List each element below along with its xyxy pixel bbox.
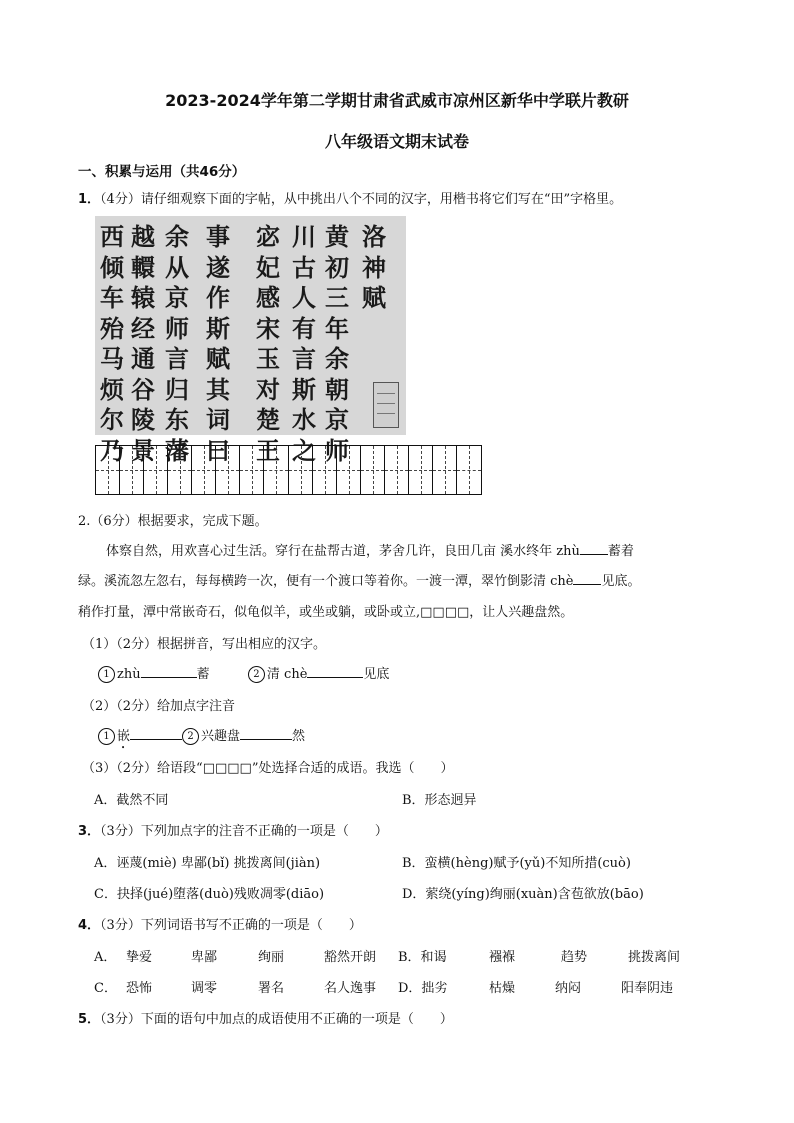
exam-title-line1: 2023-2024学年第二学期甘肃省武威市凉州区新华中学联片教研 <box>165 91 629 110</box>
calligraphy-char: 古 <box>292 252 316 282</box>
word: 趋势 <box>561 950 588 965</box>
question-number: 4． <box>78 918 101 933</box>
word: 调零 <box>191 981 218 996</box>
word: 卑鄙 <box>191 950 218 965</box>
calligraphy-column <box>322 222 352 466</box>
calligraphy-char: 通 <box>131 344 155 373</box>
grid-cell[interactable] <box>120 446 144 494</box>
calligraphy-char: 谷 <box>131 374 155 404</box>
calligraphy-char: 经 <box>131 313 155 343</box>
q2-sub1: （1）（2分）根据拼音，写出相应的汉字。 <box>82 637 327 652</box>
char: 蓄 <box>196 667 210 682</box>
blank[interactable] <box>580 540 608 555</box>
calligraphy-char: 京 <box>165 283 189 312</box>
word: 恐怖 <box>126 981 153 996</box>
answer-blank[interactable] <box>307 663 363 678</box>
circled-number: 1 <box>98 728 115 745</box>
calligraphy-char: 黄 <box>325 222 349 251</box>
calligraphy-char: 殆 <box>100 313 124 343</box>
calligraphy-char: 朝 <box>325 374 349 404</box>
calligraphy-char: 马 <box>100 344 124 373</box>
calligraphy-char: 年 <box>325 313 349 343</box>
calligraphy-char: 有 <box>292 313 316 343</box>
word: 枯燥 <box>489 981 516 996</box>
word: 署名 <box>258 981 285 996</box>
word: D．拙劣 <box>398 981 448 996</box>
calligraphy-char: 辕 <box>131 283 155 312</box>
circled-number: 1 <box>98 666 115 683</box>
word: 豁然开朗 <box>324 950 377 965</box>
calligraphy-char: 洛 <box>362 222 386 251</box>
answer-blank[interactable] <box>141 663 197 678</box>
calligraphy-char: 斯 <box>206 313 230 343</box>
pinyin: zhù <box>117 667 141 682</box>
word: 阳奉阴违 <box>621 981 674 996</box>
grid-cell[interactable] <box>144 446 168 494</box>
calligraphy-char: 宋 <box>256 313 280 343</box>
passage-line-1 <box>106 540 634 559</box>
question-4 <box>78 914 362 933</box>
calligraphy-char: 尔 <box>100 405 124 434</box>
calligraphy-char: 余 <box>325 344 349 373</box>
question-number: 5． <box>78 1012 101 1027</box>
question-2 <box>78 510 268 529</box>
section-heading: 一、积累与运用（共46分） <box>78 164 246 180</box>
char: 然 <box>292 729 306 744</box>
grid-cell[interactable] <box>289 446 313 494</box>
grid-cell[interactable] <box>409 446 433 494</box>
question-text: （6分）根据要求，完成下题。 <box>90 514 268 529</box>
calligraphy-char: 曰 <box>206 435 230 465</box>
passage-line-3 <box>78 601 573 620</box>
calligraphy-char: 西 <box>100 222 124 251</box>
passage-text: 绿。溪流忽左忽右，每每横跨一次，便有一个渡口等着你。一渡一潭，翠竹倒影清 chè <box>78 574 574 589</box>
calligraphy-column <box>128 222 158 466</box>
calligraphy-char: 越 <box>131 222 155 251</box>
q2-sub1-answers <box>98 663 389 683</box>
pinyin: 清 chè <box>266 667 308 682</box>
grid-cell[interactable] <box>240 446 264 494</box>
grid-cell[interactable] <box>168 446 192 494</box>
grid-cell[interactable] <box>313 446 337 494</box>
calligraphy-char: 赋 <box>206 344 230 373</box>
option-c[interactable]: C．抉择(jué)堕落(duò)残败凋零(diāo) <box>94 887 325 902</box>
calligraphy-char: 言 <box>165 344 189 373</box>
question-5 <box>78 1008 453 1027</box>
question-text: （3分）下面的语句中加点的成语使用不正确的一项是（ ） <box>100 1012 453 1027</box>
passage-text: 稍作打量，潭中常嵌奇石，似龟似羊，或坐或躺，或卧或立,□□□□，让人兴趣盘然。 <box>78 605 574 620</box>
calligraphy-char: 斯 <box>292 374 316 404</box>
circled-number: 2 <box>182 728 199 745</box>
passage-text-tail: 见底。 <box>601 574 641 589</box>
calligraphy-char: 遂 <box>206 252 230 282</box>
calligraphy-char: 之 <box>292 435 316 465</box>
calligraphy-char: 归 <box>165 374 189 404</box>
calligraphy-char: 事 <box>206 222 230 251</box>
calligraphy-char: 烦 <box>100 374 124 404</box>
calligraphy-char: 藩 <box>165 435 189 465</box>
option-b[interactable]: B．形态迥异 <box>402 793 477 808</box>
grid-cell[interactable] <box>337 446 361 494</box>
calligraphy-char: 神 <box>362 252 386 282</box>
calligraphy-column <box>289 222 319 466</box>
writing-grid[interactable] <box>95 445 482 495</box>
dotted-char: 嵌 <box>117 729 131 744</box>
calligraphy-char: 师 <box>165 313 189 343</box>
calligraphy-char: 人 <box>292 283 316 312</box>
calligraphy-char: 其 <box>206 374 230 404</box>
calligraphy-char: 从 <box>165 252 189 282</box>
calligraphy-column <box>162 222 192 466</box>
opt-label: C． <box>94 981 117 996</box>
seal-stamp <box>373 382 399 428</box>
calligraphy-char: 水 <box>292 405 316 434</box>
word: 挑拨离间 <box>628 950 681 965</box>
word: 名人逸事 <box>324 981 377 996</box>
grid-cell[interactable] <box>216 446 240 494</box>
calligraphy-column <box>253 222 283 466</box>
calligraphy-char: 师 <box>325 435 349 465</box>
grid-cell[interactable] <box>457 446 481 494</box>
question-number: 3． <box>78 824 101 839</box>
passage-text: 体察自然，用欢喜心过生活。穿行在盐帮古道，茅舍几许，良田几亩 溪水终年 zhù <box>106 544 580 559</box>
passage-line-2 <box>78 570 641 589</box>
question-text: （3分）下列加点字的注音不正确的一项是（ ） <box>100 824 388 839</box>
calligraphy-char: 陵 <box>131 405 155 434</box>
calligraphy-char: 车 <box>100 283 124 312</box>
calligraphy-column <box>359 222 389 314</box>
question-3 <box>78 820 388 839</box>
calligraphy-char: 宓 <box>256 222 280 251</box>
word: 纳闷 <box>555 981 582 996</box>
calligraphy-char: 妃 <box>256 252 280 282</box>
calligraphy-char: 东 <box>165 405 189 434</box>
option-a[interactable]: A．截然不同 <box>94 793 169 808</box>
option-d[interactable]: D．萦绕(yíng)绚丽(xuàn)含苞欲放(bāo) <box>402 887 644 902</box>
q2-sub2-answers <box>98 725 305 752</box>
question-text: （4分）请仔细观察下面的字帖，从中挑出八个不同的汉字，用楷书将它们写在“田”字格里。 <box>100 192 623 207</box>
grid-cell[interactable] <box>361 446 385 494</box>
calligraphy-column <box>97 222 127 466</box>
option-b[interactable]: B．蛮横(hèng)赋予(yǔ)不知所措(cuò) <box>402 856 631 871</box>
calligraphy-char: 倾 <box>100 252 124 282</box>
option-a[interactable]: A．诬蔑(miè) 卑鄙(bǐ) 挑拨离间(jiàn) <box>94 856 321 871</box>
grid-cell[interactable] <box>192 446 216 494</box>
opt-label: A． <box>94 950 117 965</box>
char: 见底 <box>363 667 390 682</box>
calligraphy-column <box>203 222 233 466</box>
calligraphy-char: 京 <box>325 405 349 434</box>
answer-blank[interactable] <box>240 725 292 740</box>
calligraphy-char: 余 <box>165 222 189 251</box>
calligraphy-char: 王 <box>256 435 280 465</box>
blank[interactable] <box>573 570 601 585</box>
calligraphy-char: 对 <box>256 374 280 404</box>
answer-blank[interactable] <box>130 725 182 740</box>
calligraphy-char: 作 <box>206 283 230 312</box>
word: 挚爱 <box>126 950 153 965</box>
q2-sub2: （2）（2分）给加点字注音 <box>82 699 236 714</box>
question-number: 1． <box>78 192 101 207</box>
circled-number: 2 <box>248 666 265 683</box>
grid-cell[interactable] <box>433 446 457 494</box>
calligraphy-char: 玉 <box>256 344 280 373</box>
passage-text-tail: 蓄着 <box>607 544 634 559</box>
question-1 <box>78 188 622 207</box>
q2-sub3: （3）（2分）给语段“□□□□”处选择合适的成语。我选（ ） <box>82 761 454 776</box>
calligraphy-char: 乃 <box>100 435 124 465</box>
question-text: （3分）下列词语书写不正确的一项是（ ） <box>100 918 362 933</box>
calligraphy-char: 感 <box>256 283 280 312</box>
grid-cell[interactable] <box>264 446 288 494</box>
calligraphy-char: 言 <box>292 344 316 373</box>
calligraphy-char: 初 <box>325 252 349 282</box>
calligraphy-image <box>95 216 406 465</box>
word: 襁褓 <box>489 950 516 965</box>
word: 绚丽 <box>258 950 285 965</box>
calligraphy-char: 景 <box>131 435 155 465</box>
question-number: 2. <box>78 514 91 529</box>
calligraphy-char: 川 <box>292 222 316 251</box>
grid-cell[interactable] <box>385 446 409 494</box>
calligraphy-char: 三 <box>325 283 349 312</box>
word: B．和谒 <box>398 950 447 965</box>
calligraphy-char: 词 <box>206 405 230 434</box>
exam-title-line2: 八年级语文期末试卷 <box>324 132 469 151</box>
grid-cell[interactable] <box>96 446 120 494</box>
calligraphy-char: 楚 <box>256 405 280 434</box>
char: 兴趣盘 <box>201 729 241 744</box>
calligraphy-char: 赋 <box>362 283 386 312</box>
calligraphy-char: 轘 <box>131 252 155 282</box>
